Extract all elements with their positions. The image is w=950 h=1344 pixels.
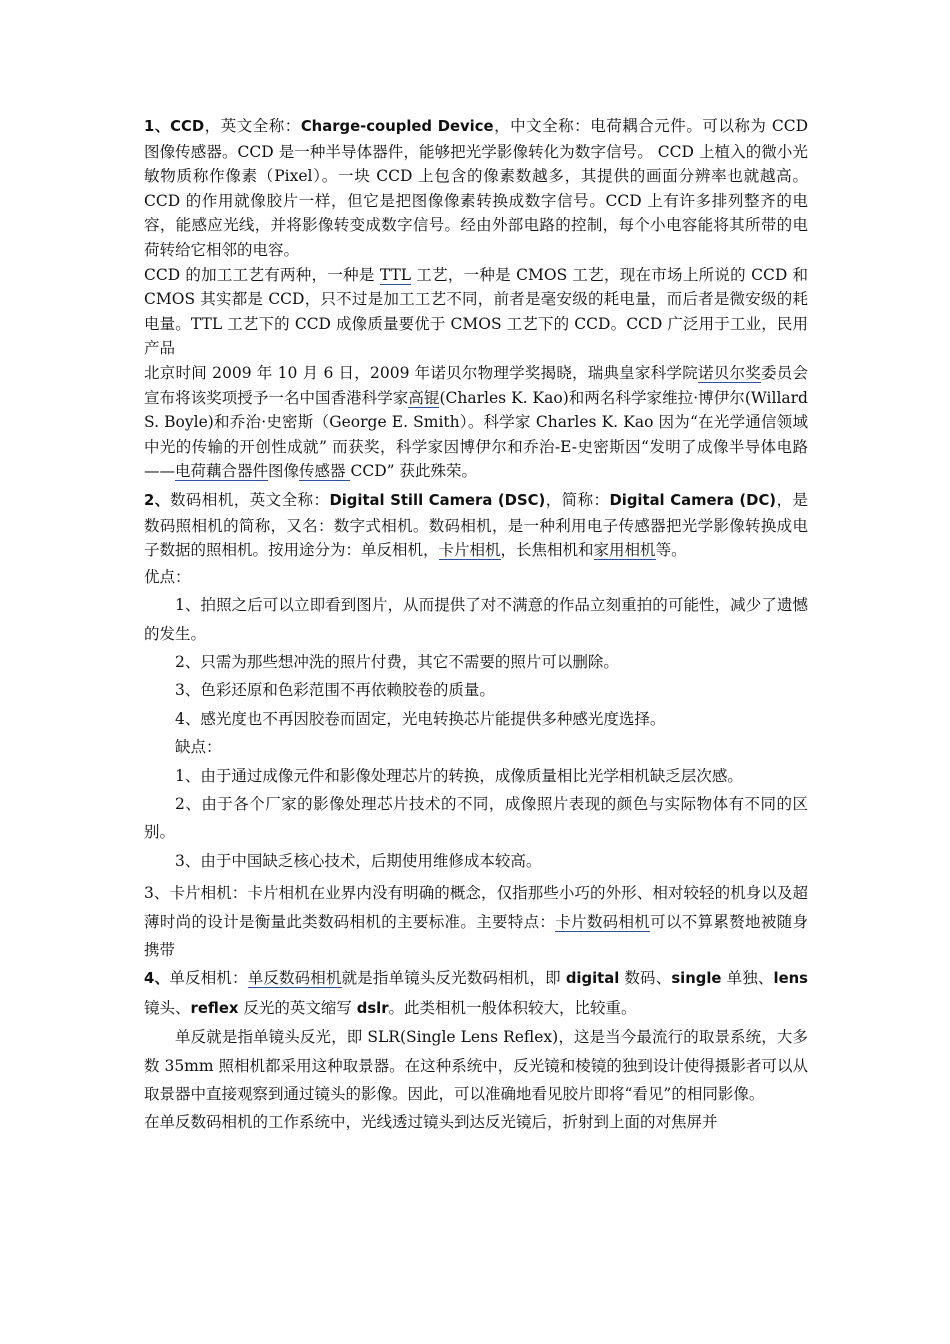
pros-list <box>144 563 808 875</box>
section-number: 4、 <box>144 970 170 988</box>
term-ccd: CCD <box>170 118 205 135</box>
document-page <box>144 114 808 1137</box>
text-span: 可以不算累赘地被随身携带 <box>144 912 808 959</box>
list-item: 3、色彩还原和色彩范围不再依赖胶卷的质量。 <box>175 681 495 700</box>
text-span: 反光的英文缩写 <box>238 998 357 1017</box>
text-span: ，长焦相机和 <box>500 541 594 560</box>
link-ttl[interactable]: TTL <box>379 265 412 284</box>
text-span: 就是指单镜头反光数码相机，即 <box>341 969 566 988</box>
section-number: 1、 <box>144 118 171 135</box>
text-span: 单独、 <box>721 969 774 988</box>
word-single: single <box>671 970 722 988</box>
link-home-camera[interactable]: 家用相机 <box>593 541 656 560</box>
paragraph-slr-detail: 单反就是指单镜头反光，即 SLR(Single Lens Reflex)，这是当今最流行的取景系统，大多数 35mm 照相机都采用这种取景器。在这种系统中，反光镜和棱镜的独到设计使得摄影者可以从取景器中直接观察到通过镜头的影像。因此，可以准确地看见胶片即将“看见”的相同影像。 <box>144 1028 808 1103</box>
link-sensor[interactable]: 传感器 <box>299 462 351 481</box>
term-dc: Digital Camera (DC) <box>609 491 777 509</box>
text-span: 图像 <box>268 462 300 481</box>
link-charles-kao[interactable]: 高锟 <box>408 388 440 407</box>
paragraph-ccd-intro <box>144 114 808 263</box>
text-span: ，英文全称： <box>204 117 301 135</box>
text-span: CCD 的加工工艺有两种，一种是 <box>144 265 380 284</box>
text-span: 北京时间 2009 年 10 月 6 日，2009 年诺贝尔物理学奖揭晓，瑞典皇家科学院 <box>144 363 699 382</box>
paragraph-slr <box>144 964 808 1023</box>
text-span: CCD” 获此殊荣。 <box>350 462 477 481</box>
paragraph-slr-system: 在单反数码相机的工作系统中，光线透过镜头到达反光镜后，折射到上面的对焦屏并 <box>144 1113 718 1132</box>
text-span: 数码、 <box>619 969 672 988</box>
text-span: 数码相机，英文全称： <box>169 490 330 509</box>
term-dsc: Digital Still Camera (DSC) <box>329 491 546 509</box>
text-span: 3、卡片相机：卡片相机在业界内没有明确的概念，仅指那些小巧的外形、相对较轻的机身以及超薄时尚的设计是衡量此类数码相机的主要标准。主要特点： <box>144 884 808 931</box>
list-item: 4、感光度也不再因胶卷而固定，光电转换芯片能提供多种感光度选择。 <box>175 709 666 728</box>
paragraph-nobel <box>144 361 808 484</box>
text-span: 等。 <box>655 541 687 560</box>
word-digital: digital <box>565 970 620 988</box>
text-span: ，是数码照相机的简称，又名：数字式相机。数码相机，是一种利用电子传感器把光学影像转换成电子数据的照相机。按用途分为：单反相机， <box>144 490 808 560</box>
link-nobel-prize[interactable]: 诺贝尔奖 <box>698 363 761 382</box>
term-english-name: Charge-coupled Device <box>300 118 494 135</box>
paragraph-ccd-process <box>144 263 808 361</box>
text-span: 工艺，一种是 CMOS 工艺，现在市场上所说的 CCD 和 CMOS 其实都是 CCD，只不过是加工工艺不同，前者是毫安级的耗电量，而后者是微安级的耗电量。TTL 工艺下的 CCD 成像质量要优于 CMOS 工艺下的 CCD。CCD 广泛用于工业，民用产品 <box>144 265 808 358</box>
list-item: 2、由于各个厂家的影像处理芯片技术的不同，成像照片表现的颜色与实际物体有不同的区别。 <box>144 794 808 842</box>
word-lens: lens <box>773 970 808 988</box>
text-span: ，简称： <box>545 490 610 509</box>
pros-heading: 优点： <box>144 567 191 586</box>
link-card-camera[interactable]: 卡片相机 <box>438 541 501 560</box>
word-dslr: dslr <box>356 999 389 1017</box>
text-span: 委员会宣布将该奖项授予一名中国香港科学家 <box>144 363 808 407</box>
word-reflex: reflex <box>190 999 239 1017</box>
text-span: 单反相机： <box>169 969 248 988</box>
list-item: 1、拍照之后可以立即看到图片，从而提供了对不满意的作品立刻重拍的可能性，减少了遗憾的发生。 <box>144 596 808 643</box>
paragraph-digital-camera <box>144 488 808 563</box>
list-item: 3、由于中国缺乏核心技术，后期使用维修成本较高。 <box>175 851 542 870</box>
list-item: 2、只需为那些想冲洗的照片付费，其它不需要的照片可以删除。 <box>175 652 619 671</box>
link-ccd-device[interactable]: 电荷藕合器件 <box>175 462 269 481</box>
text-span: 镜头、 <box>144 998 191 1017</box>
section-number: 2、 <box>144 491 170 509</box>
link-card-digital-camera[interactable]: 卡片数码相机 <box>555 912 651 931</box>
list-item: 1、由于通过成像元件和影像处理芯片的转换，成像质量相比光学相机缺乏层次感。 <box>175 766 743 785</box>
text-span: 。此类相机一般体积较大，比较重。 <box>388 998 637 1017</box>
paragraph-card-camera <box>144 879 808 964</box>
link-slr-camera[interactable]: 单反数码相机 <box>247 969 342 988</box>
cons-heading: 缺点： <box>175 738 222 757</box>
text-span: ，中文全称：电荷耦合元件。可以称为 CCD 图像传感器。CCD 是一种半导体器件，能够把光学影像转化为数字信号。 CCD 上植入的微小光敏物质称作像素（Pixel）。一块 CCD 上包含的像素数越多，其提供的画面分辨率也就越高。CCD 的作用就像胶片一样，但它是把图像像素转换成数字信号。CCD 上有许多排列整齐的电容，能感应光线，并将影像转变成数字信号。经由外部电路的控制，每个小电容能将其所带的电荷转给它相邻的电容。 <box>144 117 809 259</box>
text-span: (Charles K. Kao)和两名科学家维拉·博伊尔(Willard S. Boyle)和乔治·史密斯（George E. Smith）。科学家 Charles K. Kao 因为“在光学通信领域中光的传输的开创性成就” 而获奖，科学家因博伊尔和乔治-E-史密斯因“发明了成像半导体电路—— <box>144 388 808 481</box>
